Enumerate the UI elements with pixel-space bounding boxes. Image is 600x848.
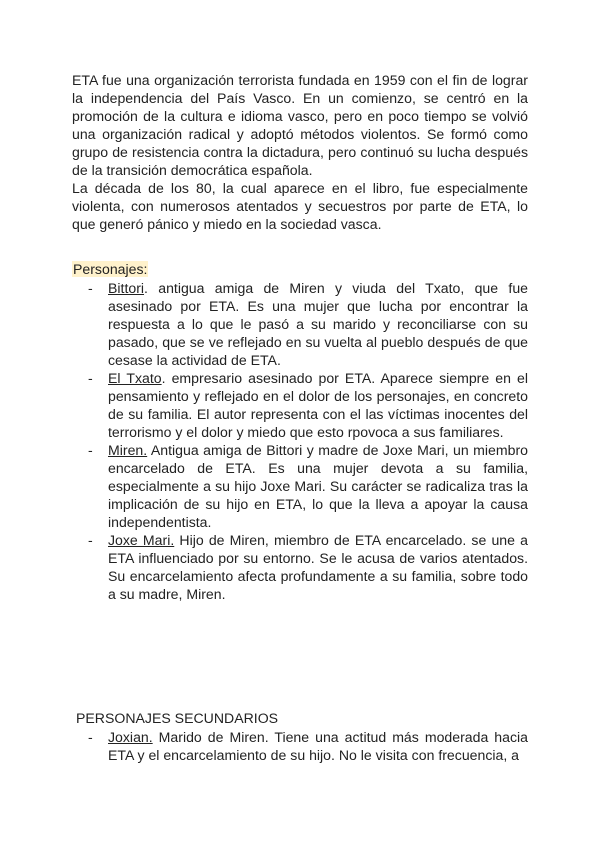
character-description: . empresario asesinado por ETA. Aparece siempre en el pensamiento y reflejado en el dolor de los personajes, en concreto de su familia. El autor representa con el las víctimas inocentes del terrorismo y el dolor y miedo que esto rpovoca a sus familiares.	[108, 370, 528, 440]
list-item-el-txato	[72, 369, 528, 441]
character-name: Miren.	[108, 442, 148, 458]
bullet-dash: -	[88, 442, 93, 458]
character-description: Marido de Miren. Tiene una actitud más moderada hacia ETA y el encarcelamiento de su hijo. No le visita con frecuencia, a	[108, 729, 528, 763]
list-item-joxian	[72, 728, 528, 764]
personajes-list	[72, 279, 528, 603]
character-description: Hijo de Miren, miembro de ETA encarcelado. se une a ETA influenciado por su entorno. Se le acusa de varios atentados. Su encarcelamiento afecta profundamente a su familia, sobre todo a su madre, Miren.	[108, 532, 528, 602]
intro-section	[72, 71, 528, 233]
personajes-heading-highlight: Personajes:	[73, 261, 148, 277]
secundarios-list	[72, 728, 528, 764]
secundarios-heading: PERSONAJES SECUNDARIOS	[76, 710, 279, 726]
bullet-dash: -	[88, 532, 93, 548]
character-description: . antigua amiga de Miren y viuda del Txato, que fue asesinado por ETA. Es una mujer que lucha por encontrar la respuesta a lo que le pasó a su marido y reconciliarse con su pasado, que se ve reflejado en su vuelta al pueblo después de que cesase la actividad de ETA.	[108, 280, 528, 368]
list-item-bittori	[72, 279, 528, 369]
character-name: Bittori	[108, 280, 145, 296]
bullet-dash: -	[88, 729, 93, 745]
intro-paragraph-2: La década de los 80, la cual aparece en el libro, fue especialmente violenta, con numerosos atentados y secuestros por parte de ETA, lo que generó pánico y miedo en la sociedad vasca.	[72, 180, 528, 232]
character-description: Antigua amiga de Bittori y madre de Joxe Mari, un miembro encarcelado de ETA. Es una mujer devota a su familia, especialmente a su hijo Joxe Mari. Su carácter se radicaliza tras la implicación de su hijo en ETA, lo que la lleva a apoyar la causa independentista.	[108, 442, 528, 530]
character-name: El Txato	[108, 370, 162, 386]
intro-paragraph-1: ETA fue una organización terrorista fundada en 1959 con el fin de lograr la independencia del País Vasco. En un comienzo, se centró en la promoción de la cultura e idioma vasco, pero en poco tiempo se volvió una organización radical y adoptó métodos violentos. Se formó como grupo de resistencia contra la dictadura, pero continuó su lucha después de la transición democrática española.	[72, 72, 528, 178]
character-name: Joxian.	[108, 729, 153, 745]
character-name: Joxe Mari.	[108, 532, 175, 548]
bullet-dash: -	[88, 370, 93, 386]
personajes-heading	[72, 260, 148, 278]
list-item-joxe-mari	[72, 531, 528, 603]
list-item-miren	[72, 441, 528, 531]
bullet-dash: -	[88, 280, 93, 296]
